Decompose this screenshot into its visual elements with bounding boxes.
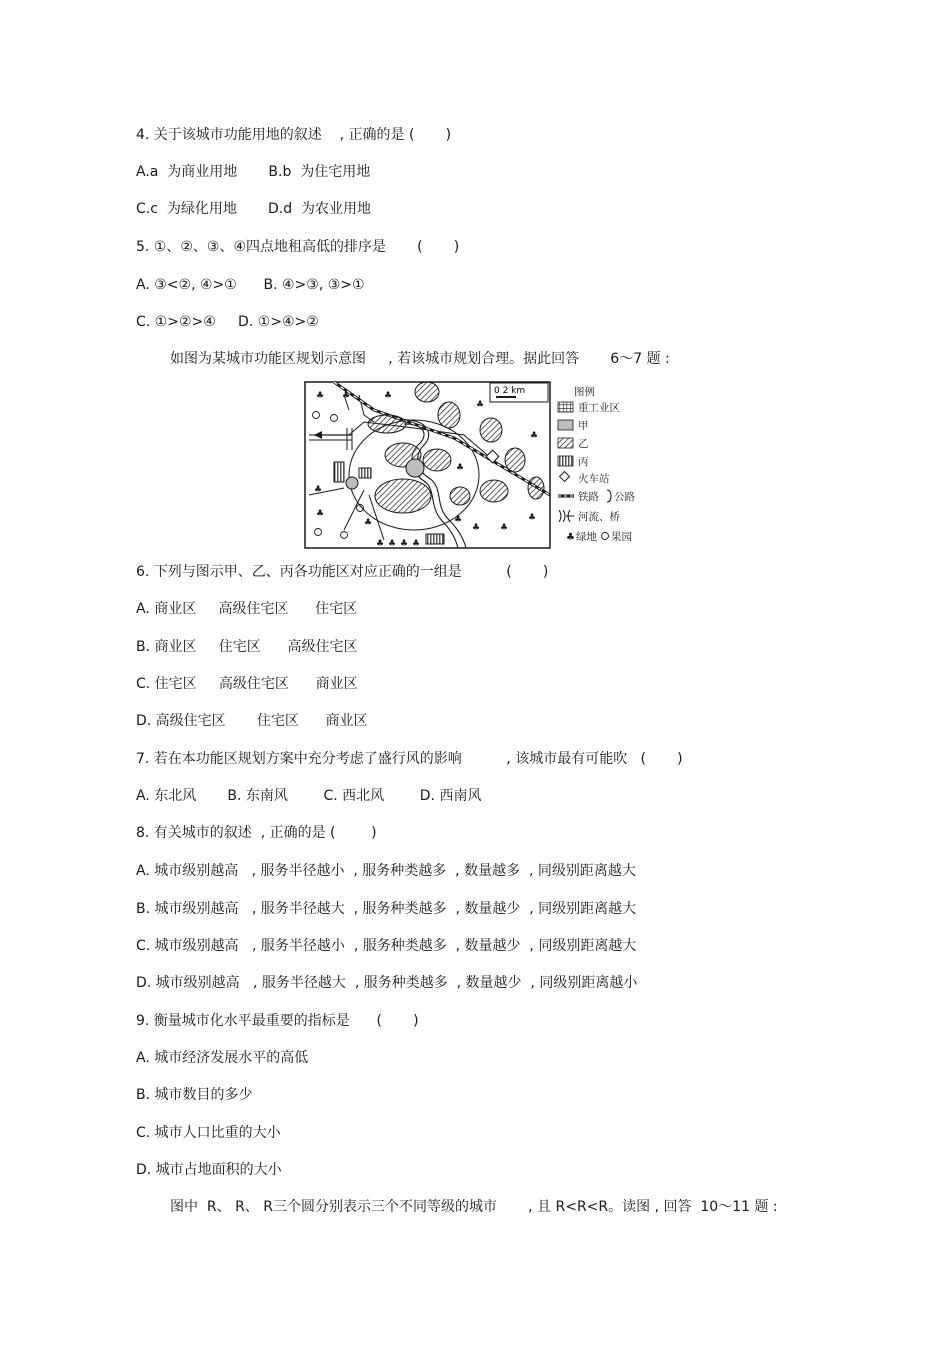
svg-text:♣: ♣ (472, 523, 481, 533)
q6-option-d: D. 高级住宅区 住宅区 商业区 (136, 713, 368, 729)
q8-option-a: A. 城市级别越高 , 服务半径越小 , 服务种类越多 , 数量越多 , 同级别距离越大 (136, 863, 636, 879)
q8-option-b: B. 城市级别越高 , 服务半径越大 , 服务种类越多 , 数量越少 , 同级别距离越大 (136, 901, 637, 917)
legend-orchard: 果园 (611, 531, 632, 543)
legend-road: 公路 (614, 491, 635, 503)
legend-station: 火车站 (578, 473, 610, 485)
q5-stem: 5. ①、②、③、④四点地租高低的排序是 ( ) (136, 239, 460, 255)
svg-text:♣: ♣ (454, 515, 463, 525)
svg-text:♣: ♣ (412, 539, 421, 549)
q4-options-cd: C.c 为绿化用地 D.d 为农业用地 (136, 201, 371, 217)
svg-text:♣: ♣ (456, 463, 465, 473)
svg-text:♣: ♣ (388, 539, 397, 549)
q4-options-ab: A.a 为商业用地 B.b 为住宅用地 (136, 164, 371, 180)
legend-station-icon (560, 472, 570, 482)
svg-text:♣: ♣ (400, 539, 409, 549)
legend-green: 绿地 (576, 531, 597, 543)
intro-10-11: 图中 R、 R、 R三个圆分别表示三个不同等级的城市 , 且 R<R<R。读图 , 回答 10～11 题 : (170, 1199, 778, 1215)
legend-river-bridge: 河流、桥 (578, 511, 620, 523)
q5-options-cd: C. ①>②>④ D. ①>④>② (136, 314, 319, 330)
q9-option-a: A. 城市经济发展水平的高低 (136, 1050, 309, 1066)
q4-stem: 4. 关于该城市功能用地的叙述 , 正确的是 ( ) (136, 127, 452, 143)
legend-title: 图例 (574, 386, 595, 398)
svg-text:♣: ♣ (384, 391, 393, 401)
q6-option-b: B. 商业区 住宅区 高级住宅区 (136, 639, 358, 655)
svg-text:♣: ♣ (528, 513, 537, 523)
tree-icon: ♣ (316, 391, 325, 401)
legend-jia: 甲 (578, 420, 589, 432)
q9-stem: 9. 衡量城市化水平最重要的指标是 ( ) (136, 1013, 419, 1029)
svg-text:♣: ♣ (376, 539, 385, 549)
legend-heavy-industry: 重工业区 (578, 402, 620, 414)
intro-6-7: 如图为某城市功能区规划示意图 , 若该城市规划合理。据此回答 6～7 题 : (170, 351, 670, 367)
q8-option-c: C. 城市级别越高 , 服务半径越小 , 服务种类越多 , 数量越少 , 同级别距离越大 (136, 938, 637, 954)
legend-yi: 乙 (578, 438, 589, 450)
q6-option-c: C. 住宅区 高级住宅区 商业区 (136, 676, 358, 692)
q8-stem: 8. 有关城市的叙述 , 正确的是 ( ) (136, 825, 377, 841)
scale-label: 0 2 km (494, 386, 526, 396)
svg-text:♣: ♣ (364, 518, 373, 528)
svg-text:♣: ♣ (500, 523, 509, 533)
svg-text:♣: ♣ (566, 532, 575, 543)
legend-bing: 丙 (578, 456, 589, 468)
svg-text:♣: ♣ (476, 400, 485, 410)
legend-railway: 铁路 (578, 491, 599, 503)
q9-option-c: C. 城市人口比重的大小 (136, 1125, 281, 1141)
svg-text:♣: ♣ (316, 509, 325, 519)
q7-stem: 7. 若在本功能区规划方案中充分考虑了盛行风的影响 , 该城市最有可能吹 ( ) (136, 751, 683, 767)
svg-text:♣: ♣ (314, 485, 323, 495)
q6-stem: 6. 下列与图示甲、乙、丙各功能区对应正确的一组是 ( ) (136, 564, 549, 580)
q9-option-d: D. 城市占地面积的大小 (136, 1162, 282, 1178)
q6-option-a: A. 商业区 高级住宅区 住宅区 (136, 601, 358, 617)
q8-option-d: D. 城市级别越高 , 服务半径越大 , 服务种类越多 , 数量越少 , 同级别距离越小 (136, 975, 638, 991)
city-function-map (304, 380, 650, 550)
svg-text:♣: ♣ (530, 431, 539, 441)
q5-options-ab: A. ③<②, ④>① B. ④>③, ③>① (136, 277, 365, 293)
q7-options: A. 东北风 B. 东南风 C. 西北风 D. 西南风 (136, 788, 482, 804)
svg-text:♣: ♣ (342, 391, 351, 401)
q9-option-b: B. 城市数目的多少 (136, 1087, 253, 1103)
